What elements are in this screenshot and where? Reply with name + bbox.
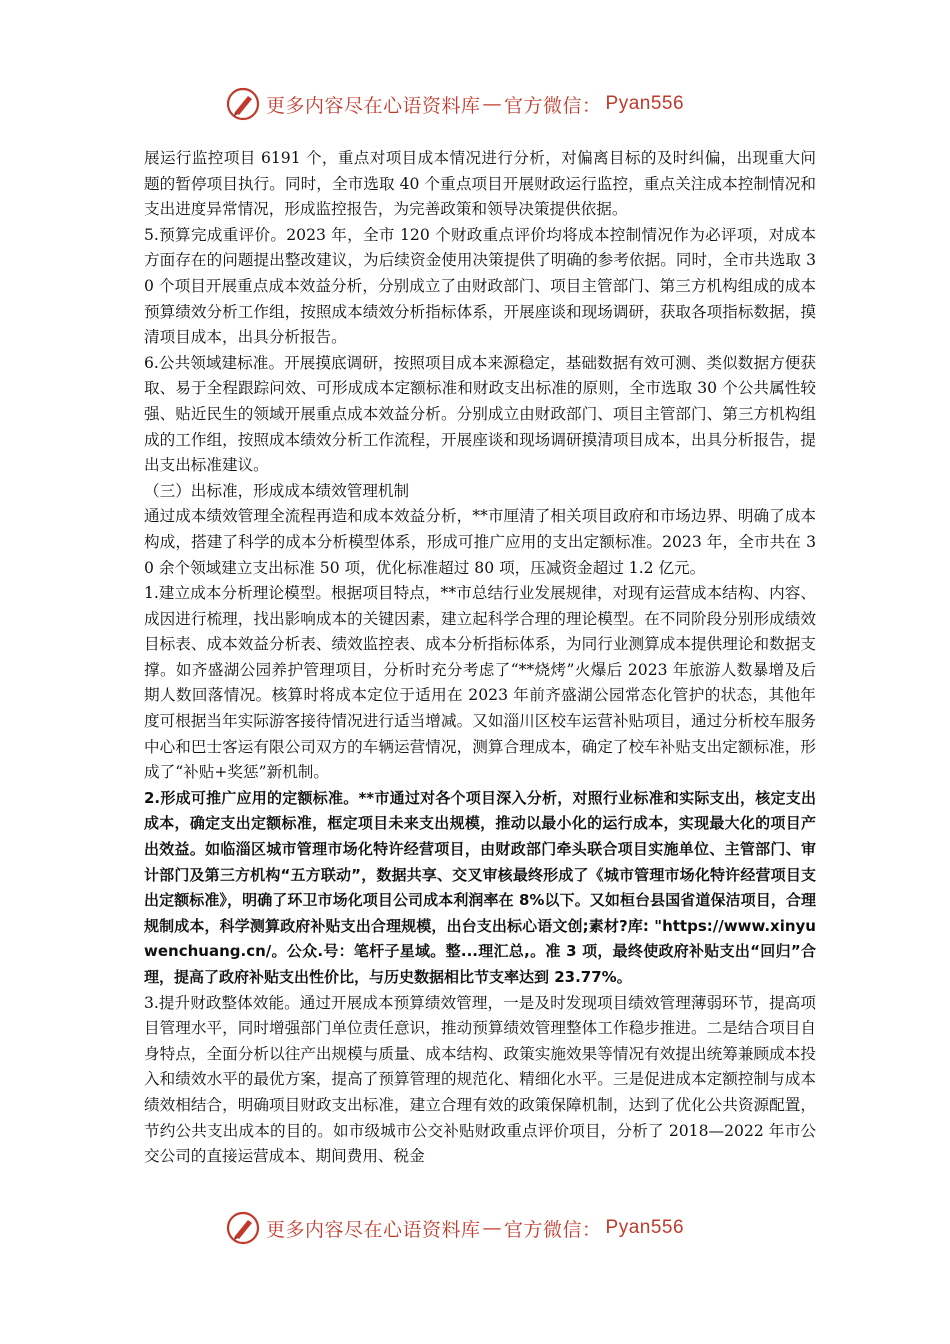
watermark-wechat-label: 官方微信： <box>504 1218 602 1241</box>
watermark-separator: — <box>482 93 503 115</box>
paragraph: 3.提升财政整体效能。通过开展成本预算绩效管理，一是及时发现项目绩效管理薄弱环节，提高项目管理水平，同时增强部门单位责任意识，推动预算绩效管理整体工作稳步推进。二是结合项目自身特点，全面分析以往产出规模与质量、成本结构、政策实施效果等情况有效提出统筹兼顾成本投入和绩效水平的最优方案，提高了预算管理的规范化、精细化水平。三是促进成本定额控制与成本绩效相结合，明确项目财政支出标准，建立合理有效的政策保障机制，达到了优化公共资源配置，节约公共支出成本的目的。如市级城市公交补贴财政重点评价项目，分析了 2018—2022 年市公交公司的直接运营成本、期间费用、税金 <box>144 993 816 1166</box>
pen-logo-icon <box>226 1211 260 1245</box>
document-body <box>144 146 816 1170</box>
paragraph-bold: 2.形成可推广应用的定额标准。**市通过对各个项目深入分析，对照行业标准和实际支出，核定支出成本，确定支出定额标准，框定项目未来支出规模，推动以最小化的运行成本，实现最大化的项目产出效益。如临淄区城市管理市场化特许经营项目，由财政部门牵头联合项目实施单位、主管部门、审计部门及第三方机构“五方联动”，数据共享、交叉审核最终形成了《城市管理市场化特许经营项目支出定额标准》，明确了环卫市场化项目公司成本利润率在 8%以下。又如桓台县国省道保洁项目，合理规制成本，科学测算政府补贴支出合理规模，出台支出标心语文创;素材?库: "https://www.xinyuwenchuang.cn/。公众.号：笔杆子星域。整...理汇总,。准 3 项，最终使政府补贴支出“回归”合理，提高了政府补贴支出性价比，与历史数据相比节支率达到 23.77%。 <box>144 788 816 986</box>
paragraph: 1.建立成本分析理论模型。根据项目特点，**市总结行业发展规律，对现有运营成本结构、内容、成因进行梳理，找出影响成本的关键因素，建立起科学合理的理论模型。在不同阶段分别形成绩效目标表、成本效益分析表、绩效监控表、成本分析指标体系，为同行业测算成本提供理论和数据支撑。如齐盛湖公园养护管理项目，分析时充分考虑了“**烧烤”火爆后 2023 年旅游人数暴增及后期人数回落情况。核算时将成本定位于适用在 2023 年前齐盛湖公园常态化管护的状态，其他年度可根据当年实际游客接待情况进行适当增减。又如淄川区校车运营补贴项目，通过分析校车服务中心和巴士客运有限公司双方的车辆运营情况，测算合理成本，确定了校车补贴支出定额标准，形成了“补贴+奖惩”新机制。 <box>144 584 816 782</box>
paragraph: 通过成本绩效管理全流程再造和成本效益分析，**市厘清了相关项目政府和市场边界、明确了成本构成，搭建了科学的成本分析模型体系，形成可推广应用的支出定额标准。2023 年，全市共在 30 余个领域建立支出标准 50 项，优化标准超过 80 项，压减资金超过 1.2 亿元。 <box>144 507 816 577</box>
watermark-wechat-id: Pyan556 <box>605 1217 685 1238</box>
watermark-wechat-id: Pyan556 <box>605 93 685 114</box>
watermark-banner-bottom <box>226 1208 684 1248</box>
watermark-brand: 更多内容尽在心语资料库 <box>266 94 481 117</box>
section-heading: （三）出标准，形成成本绩效管理机制 <box>144 481 410 500</box>
watermark-banner-top <box>226 84 684 124</box>
watermark-separator: — <box>482 1217 503 1239</box>
paragraph: 6.公共领域建标准。开展摸底调研，按照项目成本来源稳定，基础数据有效可测、类似数据方便获取、易于全程跟踪问效、可形成成本定额标准和财政支出标准的原则，全市选取 30 个公共属性较强、贴近民生的领域开展重点成本效益分析。分别成立由财政部门、项目主管部门、第三方机构组成的工作组，按照成本绩效分析工作流程，开展座谈和现场调研摸清项目成本，出具分析报告，提出支出标准建议。 <box>144 353 816 475</box>
paragraph: 展运行监控项目 6191 个，重点对项目成本情况进行分析，对偏离目标的及时纠偏，出现重大问题的暂停项目执行。同时，全市选取 40 个重点项目开展财政运行监控，重点关注成本控制情况和支出进度异常情况，形成监控报告，为完善政策和领导决策提供依据。 <box>144 149 816 219</box>
paragraph: 5.预算完成重评价。2023 年，全市 120 个财政重点评价均将成本控制情况作为必评项，对成本方面存在的问题提出整改建议，为后续资金使用决策提供了明确的参考依据。同时，全市共选取 30 个项目开展重点成本效益分析，分别成立了由财政部门、项目主管部门、第三方机构组成的成本预算绩效分析工作组，按照成本绩效分析指标体系，开展座谈和现场调研，获取各项指标数据，摸清项目成本，出具分析报告。 <box>144 225 816 347</box>
watermark-wechat-label: 官方微信： <box>504 94 602 117</box>
watermark-brand: 更多内容尽在心语资料库 <box>266 1218 481 1241</box>
pen-logo-icon <box>226 87 260 121</box>
